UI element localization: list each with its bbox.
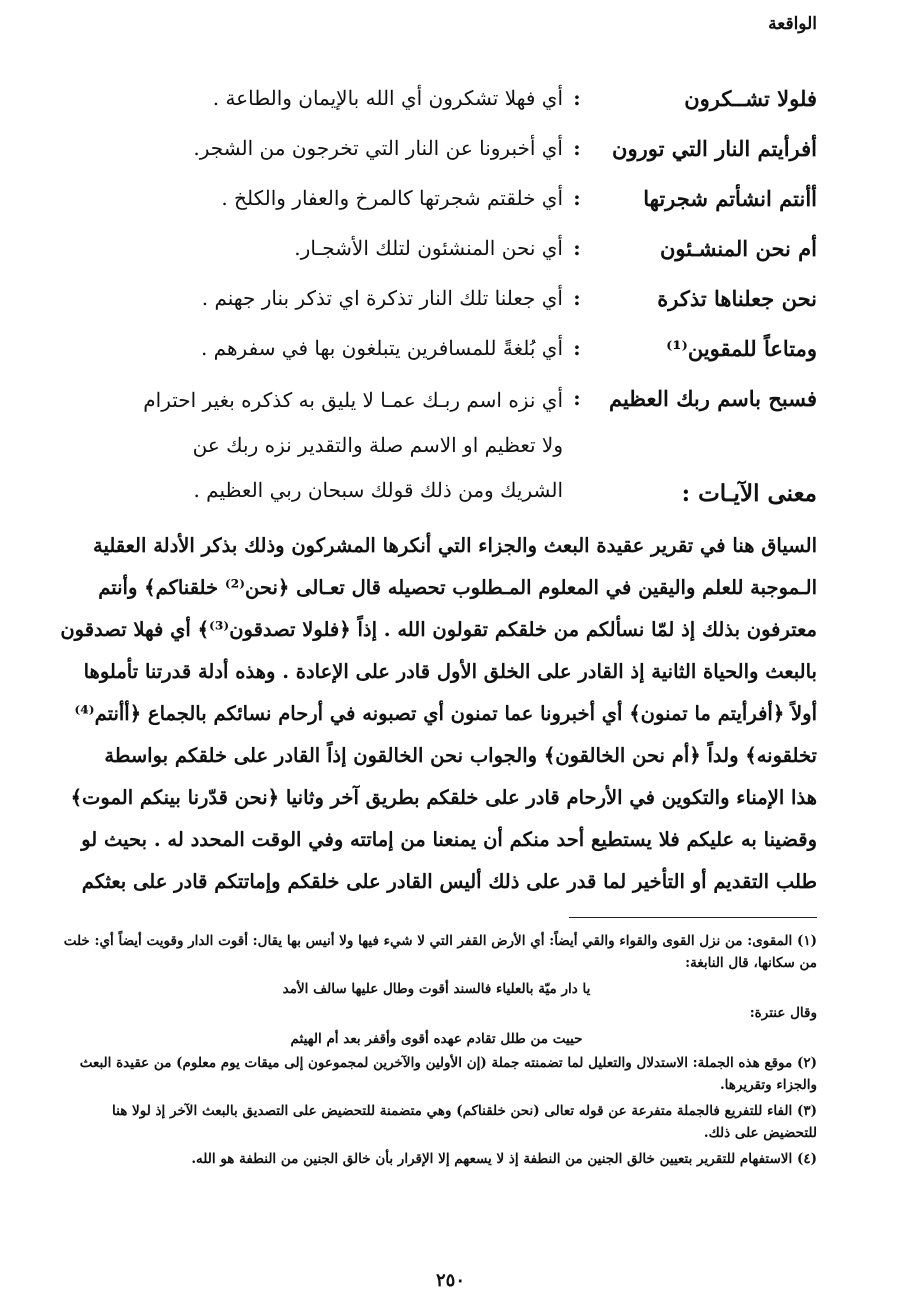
- body-paragraph: [56, 525, 817, 903]
- gloss-row: [140, 128, 817, 169]
- footnote-note: وقال عنترة:: [749, 1005, 817, 1021]
- gloss-row: [140, 278, 817, 319]
- gloss-term: نحن جعلناها تذكرة: [657, 286, 817, 311]
- body-line: وقضينا به عليكم فلا يستطيع أحد منكم أن يمنعنا من إماتته وفي الوقت المحدد له . بحيث لو: [81, 828, 817, 851]
- gloss-definition: أي أخبرونا عن النار التي تخرجون من الشجر.: [193, 136, 563, 160]
- gloss-term: أأنتم انشأتم شجرتها: [643, 186, 817, 211]
- gloss-definition: أي جعلنا تلك النار تذكرة اي تذكر بنار جهنم .: [201, 286, 563, 310]
- gloss-row: [140, 328, 817, 369]
- body-line: السياق هنا في تقرير عقيدة البعث والجزاء التي أنكرها المشركون وذلك بذكر الأدلة العقلية: [92, 534, 817, 557]
- gloss-term: أم نحن المنشـئون: [659, 236, 817, 261]
- gloss-term: ومتاعاً للمقوين⁽¹⁾: [666, 336, 817, 361]
- gloss-colon: :: [573, 386, 581, 410]
- footnote-verse: حييت من طلل تقادم عهده أقوى وأقفر بعد أم الهيثم: [290, 1031, 583, 1047]
- footnote-divider: [569, 917, 817, 918]
- gloss-colon: :: [573, 236, 581, 260]
- gloss-term: أفرأيتم النار التي تورون: [612, 136, 817, 161]
- gloss-definition: أي نزه اسم ربـك عمـا لا يليق به كذكره بغير احترام ولا تعظيم او الاسم صلة والتقدير نزه ربك عن الشريك ومن ذلك قولك سبحان ربي العظيم .: [143, 388, 563, 502]
- footnotes: [56, 930, 817, 1174]
- gloss-definition: أي خلقتم شجرتها كالمرخ والعفار والكلخ .: [221, 186, 563, 210]
- footnote-verse: يا دار ميّة بالعلياء فالسند أقوت وطال عليها سالف الأمد: [282, 981, 591, 997]
- gloss-colon: :: [573, 136, 581, 160]
- footnote-3: (٣) الفاء للتفريع فالجملة متفرعة عن قوله تعالى (نحن خلقناكم) وهي متضمنة للتحضيض على التصديق بالبعث الآخر إذ لولا هنا للتحضيض على ذلك.: [112, 1103, 817, 1141]
- footnote-2: (٢) موقع هذه الجملة: الاستدلال والتعليل لما تضمنته جملة (إن الأولين والآخرين لمجموعون إلى ميقات يوم معلوم) من عقيدة البعث والجزاء وتقريرها.: [79, 1055, 817, 1093]
- gloss-table: [140, 78, 817, 522]
- footnote-1: (١) المقوى: من نزل القوى والقواء والقي أيضاً: أي الأرض القفر التي لا شيء فيها ولا أنيس بها يقال: أقوت الدار وقويت أيضاً أي: خلت من سكانها، قال النابغة:: [63, 933, 817, 971]
- footnote-4: (٤) الاستفهام للتقرير بتعيين خالق الجنين من النطفة إذ لا يسعهم إلا الإقرار بأن خالق الجنين من النطفة هو الله.: [191, 1151, 817, 1167]
- gloss-row: [140, 228, 817, 269]
- gloss-colon: :: [573, 186, 581, 210]
- body-line: تخلقونه﴾ ولداً ﴿أم نحن الخالقون﴾ والجواب نحن الخالقون إذاً القادر على خلقكم بواسطة: [104, 744, 817, 767]
- body-line: أولاً ﴿أفرأيتم ما تمنون﴾ أي أخبرونا عما تمنون أي تصبونه في أرحام نسائكم بالجماع ﴿أأنتم⁽⁴⁾: [74, 702, 817, 725]
- gloss-row: [140, 78, 817, 119]
- body-line: طلب التقديم أو التأخير لما قدر على ذلك أليس القادر على خلقكم وإماتتكم قادر على بعثكم: [81, 870, 817, 893]
- body-line: معترفون بذلك إذ لمّا نسألكم من خلقكم تقولون الله . إذاً ﴿فلولا تصدقون⁽³⁾﴾ أي فهلا تصدقون: [60, 618, 817, 641]
- gloss-colon: :: [573, 286, 581, 310]
- running-header: الواقعة: [768, 14, 817, 34]
- gloss-colon: :: [573, 336, 581, 360]
- body-line: هذا الإمناء والتكوين في الأرحام قادر على خلقكم بطريق آخر وثانيا ﴿نحن قدّرنا بينكم الموت﴾: [70, 786, 817, 809]
- gloss-row: [140, 178, 817, 219]
- gloss-definition: أي بُلغةً للمسافرين يتبلغون بها في سفرهم .: [200, 336, 563, 360]
- gloss-term: فسبح باسم ربك العظيم: [608, 386, 817, 411]
- gloss-colon: :: [573, 86, 581, 110]
- gloss-definition: أي نحن المنشئون لتلك الأشجـار.: [294, 236, 563, 260]
- page-number: ٢٥٠: [435, 1270, 465, 1291]
- gloss-definition: أي فهلا تشكرون أي الله بالإيمان والطاعة .: [212, 86, 563, 110]
- gloss-term: فلولا تشــكرون: [684, 86, 817, 111]
- body-line: بالبعث والحياة الثانية إذ القادر على الخلق الأول قادر على الإعادة . وهذه أدلة قدرتنا تأملوها: [83, 660, 817, 683]
- body-line: الـموجبة للعلم واليقين في المعلوم المـطلوب تحصيله قال تعـالى ﴿نحن⁽²⁾ خلقناكم﴾ وأنتم: [98, 576, 817, 599]
- section-title: معنى الآيـات :: [681, 480, 817, 507]
